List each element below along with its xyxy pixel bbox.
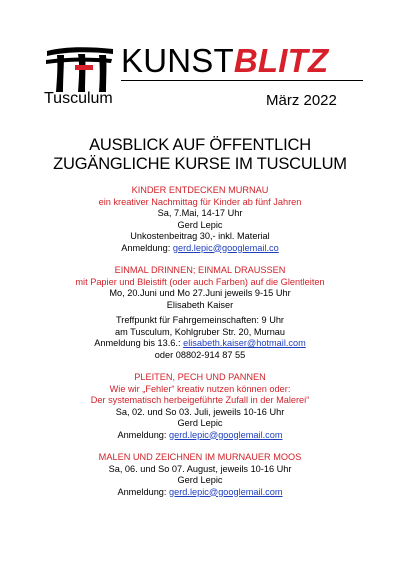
- course-list: [40, 185, 360, 509]
- course-date: Mo, 20.Juni und Mo 27.Juni jeweils 9-15 Uhr: [109, 288, 291, 298]
- course-pleiten-pech-pannen: [40, 372, 360, 441]
- course-signup: [40, 430, 360, 442]
- brand-underline: [121, 80, 363, 81]
- issue-date: März 2022: [266, 92, 337, 109]
- course-date: Sa, 06. und So 07. August, jeweils 10-16 Uhr: [108, 463, 292, 474]
- course-phone: oder 08802-914 87 55: [154, 349, 246, 360]
- signup-label: Anmeldung:: [117, 486, 170, 497]
- course-heading: MALEN UND ZEICHNEN IM MURNAUER MOOS: [98, 452, 302, 462]
- page-title: [40, 136, 360, 174]
- course-teacher: Gerd Lepic: [177, 418, 223, 428]
- brand-title: [121, 43, 328, 79]
- title-line-1: AUSBLICK AUF ÖFFENTLICH: [89, 136, 311, 154]
- course-kinder-entdecken-murnau: [40, 185, 360, 254]
- location-label: Tusculum: [44, 90, 113, 107]
- course-malen-murnauer-moos: [40, 452, 360, 498]
- course-date: Sa, 02. und So 03. Juli, jeweils 10-16 Uhr: [115, 406, 285, 417]
- course-date: Sa, 7.Mai, 14-17 Uhr: [157, 208, 243, 218]
- email-link[interactable]: elisabeth.kaiser@hotmail.com: [183, 338, 306, 348]
- brand-kunst: KUNST: [121, 42, 234, 79]
- email-link[interactable]: gerd.lepic@googlemail.co: [172, 242, 279, 253]
- course-einmal-drinnen-draussen: [40, 265, 360, 361]
- course-subtitle: Wie wir „Fehler“ kreativ nutzen können oder:: [109, 383, 291, 394]
- course-signup: [40, 243, 360, 255]
- course-signup: [40, 338, 360, 350]
- course-heading: KINDER ENTDECKEN MURNAU: [131, 185, 269, 195]
- course-heading: EINMAL DRINNEN; EINMAL DRAUSSEN: [114, 265, 286, 275]
- course-teacher: Gerd Lepic: [177, 475, 223, 485]
- course-meeting-address: am Tusculum, Kohlgruber Str. 20, Murnau: [114, 326, 286, 337]
- course-teacher: Elisabeth Kaiser: [166, 299, 234, 310]
- tusculum-logo-icon: [44, 45, 116, 93]
- course-subtitle: ein kreativer Nachmittag für Kinder ab fünf Jahren: [98, 196, 302, 207]
- course-subtitle: mit Papier und Bleistift (oder auch Farben) auf die Glentleiten: [75, 276, 325, 287]
- title-line-2: ZUGÄNGLICHE KURSE IM TUSCULUM: [53, 155, 347, 173]
- course-subtitle: Der systematisch herbeigeführte Zufall in der Malerei“: [90, 395, 310, 405]
- email-link[interactable]: gerd.lepic@googlemail.com: [169, 429, 283, 440]
- course-signup: [40, 487, 360, 499]
- course-meeting-point: Treffpunkt für Fahrgemeinschaften: 9 Uhr: [115, 315, 284, 325]
- course-heading: PLEITEN, PECH UND PANNEN: [134, 372, 266, 382]
- signup-label: Anmeldung bis 13.6.:: [94, 338, 184, 348]
- course-teacher: Gerd Lepic: [177, 219, 223, 230]
- signup-label: Anmeldung:: [117, 429, 170, 440]
- brand-blitz: BLITZ: [233, 42, 329, 79]
- course-fee: Unkostenbeitrag 30,- inkl. Material: [130, 231, 270, 241]
- signup-label: Anmeldung:: [121, 242, 173, 253]
- email-link[interactable]: gerd.lepic@googlemail.com: [169, 486, 283, 497]
